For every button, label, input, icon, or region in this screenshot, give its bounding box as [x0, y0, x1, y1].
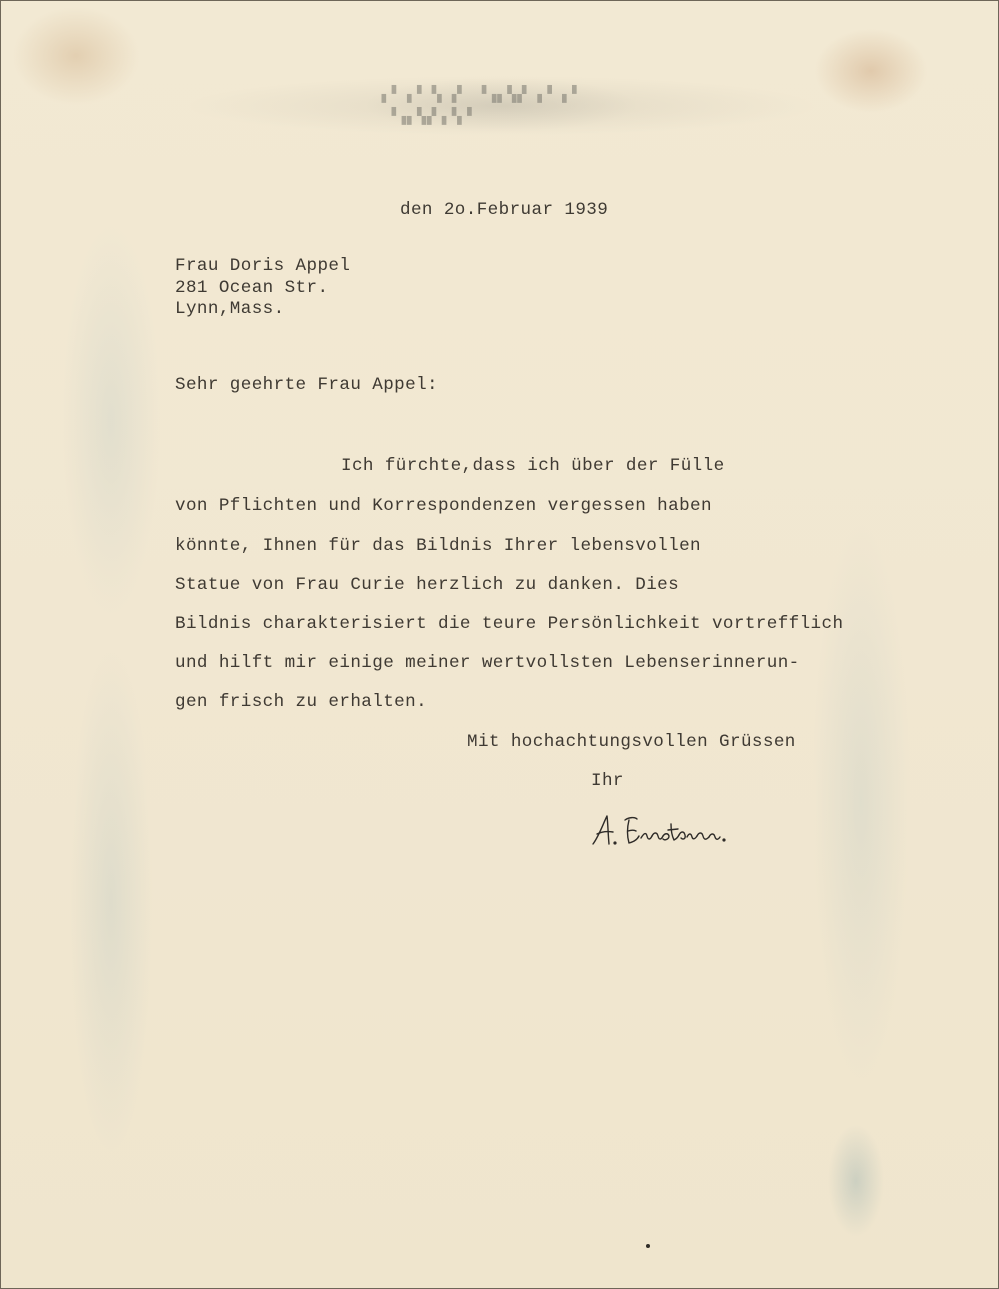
body-line-1: Ich fürchte,dass ich über der Fülle [341, 456, 725, 476]
address-line-name: Frau Doris Appel [175, 256, 351, 276]
body-line-3: könnte, Ihnen für das Bildnis Ihrer lebensvollen [175, 536, 701, 556]
address-line-street: 281 Ocean Str. [175, 278, 329, 298]
body-line-4: Statue von Frau Curie herzlich zu danken. Dies [175, 575, 680, 595]
closing: Mit hochachtungsvollen Grüssen [467, 732, 796, 752]
handwritten-signature [589, 806, 759, 856]
salutation: Sehr geehrte Frau Appel: [175, 375, 438, 395]
ink-dot [646, 1244, 650, 1248]
faded-offset-imprint: ▘▖▝▗ ▚▞▗▖▘ ▝▖▗▘▝▗ ▘▖ ▝▗▘▖▚▞▗▖▘ [331, 63, 671, 148]
body-line-2: von Pflichten und Korrespondenzen vergessen haben [175, 496, 712, 516]
closing-short: Ihr [591, 771, 624, 791]
body-line-7: gen frisch zu erhalten. [175, 692, 428, 712]
letter-date: den 2o.Februar 1939 [400, 200, 609, 220]
address-line-city: Lynn,Mass. [175, 299, 285, 319]
body-line-5: Bildnis charakterisiert die teure Persönlichkeit vortrefflich [175, 614, 844, 634]
body-line-6: und hilft mir einige meiner wertvollsten Lebenserinnerun- [175, 653, 800, 673]
